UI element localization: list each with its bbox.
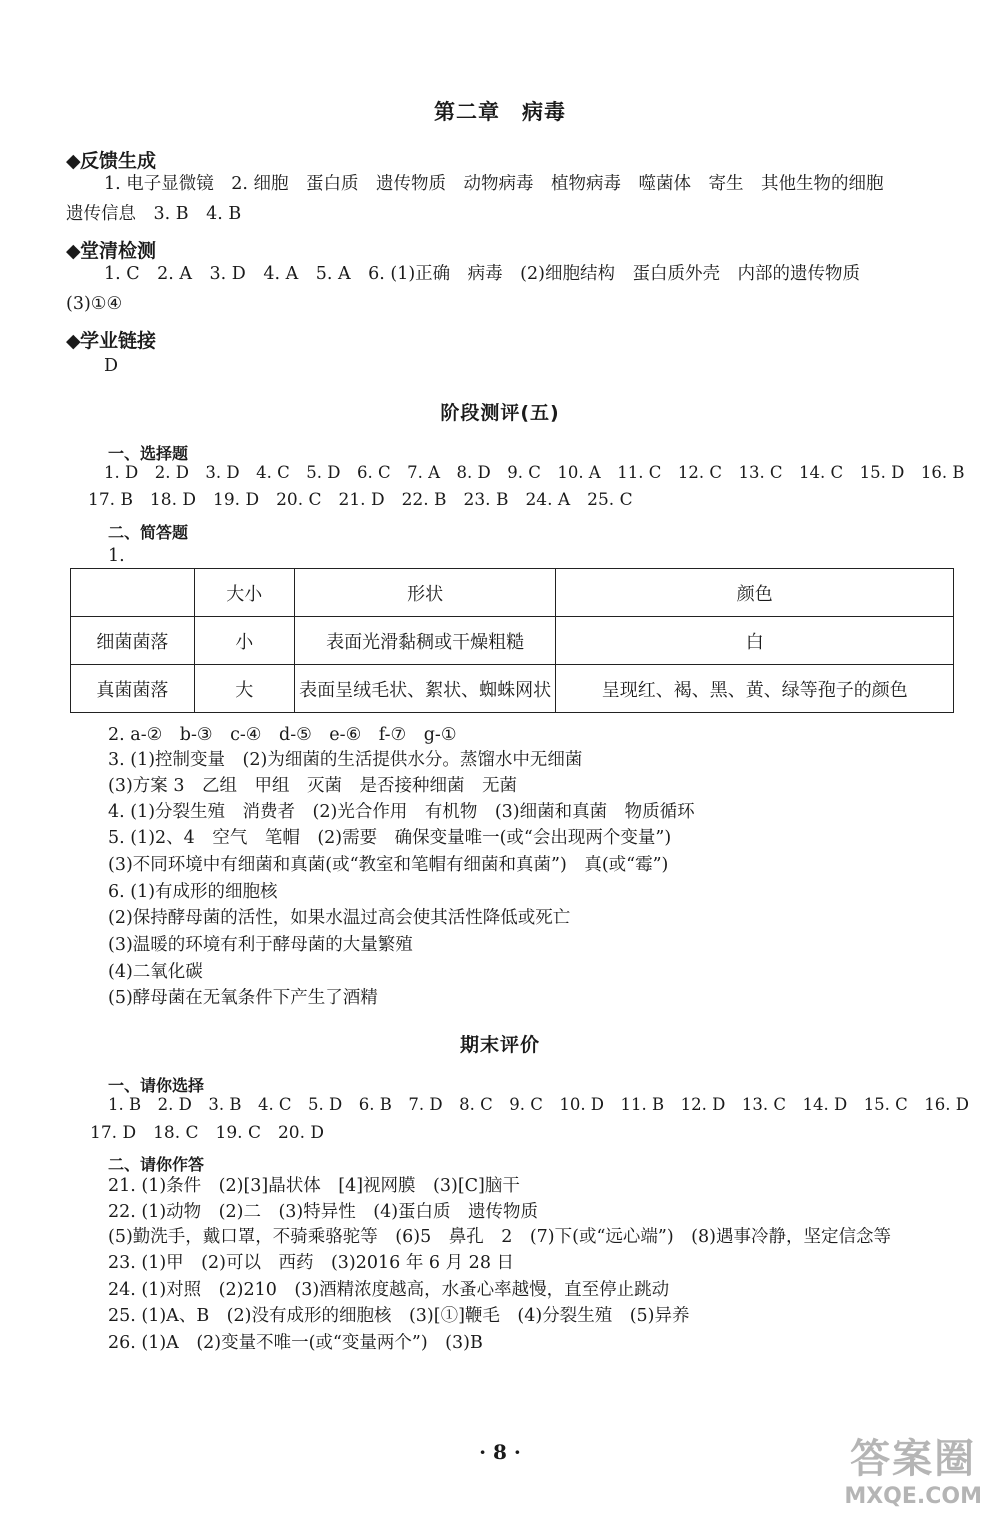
answer-line: 25. (1)A、B (2)没有成形的细胞核 (3)[①]鞭毛 (4)分裂生殖 (5)异养 [108, 1306, 690, 1326]
section-heading-text: 反馈生成 [80, 150, 157, 172]
answer-line: D [104, 356, 119, 376]
chapter-title: 第二章 病毒 [434, 100, 566, 124]
answer-line: (3)方案 3 乙组 甲组 灭菌 是否接种细菌 无菌 [108, 776, 517, 796]
answer-line: 4. (1)分裂生殖 消费者 (2)光合作用 有机物 (3)细菌和真菌 物质循环 [108, 802, 695, 822]
answer-line: 17. D 18. C 19. C 20. D [90, 1123, 325, 1143]
section-heading-tangqing [66, 236, 156, 263]
table-row [71, 665, 954, 713]
answer-line: 1. C 2. A 3. D 4. A 5. A 6. (1)正确 病毒 (2)细胞结构 蛋白质外壳 内部的遗传物质 [104, 264, 860, 284]
table-cell: 呈现红、褐、黑、黄、绿等孢子的颜色 [556, 665, 954, 713]
answer-line: 遗传信息 3. B 4. B [66, 204, 242, 224]
table-cell: 真菌菌落 [71, 665, 195, 713]
answer-line: 1. 电子显微镜 2. 细胞 蛋白质 遗传物质 动物病毒 植物病毒 噬菌体 寄生 其他生物的细胞 [104, 174, 884, 194]
table-header-cell [71, 569, 195, 617]
answer-line: 24. (1)对照 (2)210 (3)酒精浓度越高，水蚤心率越慢，直至停止跳动 [108, 1280, 670, 1300]
answer-line: (2)保持酵母菌的活性，如果水温过高会使其活性降低或死亡 [108, 908, 571, 928]
section-heading-text: 学业链接 [80, 330, 157, 352]
subsection-heading: 二、请你作答 [108, 1155, 205, 1174]
answer-line: (5)勤洗手，戴口罩，不骑乘骆驼等 (6)5 鼻孔 2 (7)下(或“远心端”) (8)遇事冷静，坚定信念等 [108, 1227, 891, 1247]
table-header-cell: 大小 [194, 569, 294, 617]
table-header-cell: 形状 [294, 569, 556, 617]
table-cell: 小 [194, 617, 294, 665]
subsection-heading: 一、选择题 [108, 444, 189, 463]
section-heading-xueye [66, 326, 156, 353]
table-cell: 表面光滑黏稠或干燥粗糙 [294, 617, 556, 665]
final-title: 期末评价 [459, 1034, 540, 1056]
answer-line: 3. (1)控制变量 (2)为细菌的生活提供水分。蒸馏水中无细菌 [108, 750, 583, 770]
table-cell: 大 [194, 665, 294, 713]
table-cell: 表面呈绒毛状、絮状、蜘蛛网状 [294, 665, 556, 713]
answer-line: 21. (1)条件 (2)[3]晶状体 [4]视网膜 (3)[C]脑干 [108, 1176, 520, 1196]
answer-line: 17. B 18. D 19. D 20. C 21. D 22. B 23. B 24. A 25. C [88, 490, 633, 510]
table-header-row [71, 569, 954, 617]
colony-comparison-table [70, 568, 954, 713]
stage-title: 阶段测评(五) [440, 402, 560, 424]
watermark-text: 答案圈 [850, 1436, 977, 1482]
answer-line: 2. a-② b-③ c-④ d-⑤ e-⑥ f-⑦ g-① [108, 725, 457, 745]
answer-line: 22. (1)动物 (2)二 (3)特异性 (4)蛋白质 遗传物质 [108, 1202, 539, 1222]
answer-line: 1. B 2. D 3. B 4. C 5. D 6. B 7. D 8. C 9. C 10. D 11. B 12. D 13. C 14. D 15. C 16. D [108, 1095, 970, 1114]
answer-line: (3)温暖的环境有利于酵母菌的大量繁殖 [108, 935, 413, 955]
answer-line: (3)①④ [66, 294, 123, 314]
answer-line: 6. (1)有成形的细胞核 [108, 882, 278, 902]
answer-line: (5)酵母菌在无氧条件下产生了酒精 [108, 988, 378, 1008]
table-header-cell: 颜色 [556, 569, 954, 617]
answer-line: 1. D 2. D 3. D 4. C 5. D 6. C 7. A 8. D 9. C 10. A 11. C 12. C 13. C 14. C 15. D 16. B [104, 463, 965, 482]
table-cell: 细菌菌落 [71, 617, 195, 665]
answer-line: (3)不同环境中有细菌和真菌(或“教室和笔帽有细菌和真菌”) 真(或“霉”) [108, 855, 669, 875]
table-cell: 白 [556, 617, 954, 665]
diamond-bullet-icon: ◆ [66, 330, 81, 352]
answer-line: 23. (1)甲 (2)可以 西药 (3)2016 年 6 月 28 日 [108, 1253, 515, 1273]
section-heading-text: 堂清检测 [80, 240, 157, 262]
diamond-bullet-icon: ◆ [66, 150, 81, 172]
watermark-logo [844, 1427, 982, 1509]
subsection-heading: 一、请你选择 [108, 1076, 205, 1095]
diamond-bullet-icon: ◆ [66, 240, 81, 262]
table-row [71, 617, 954, 665]
answer-line: 26. (1)A (2)变量不唯一(或“变量两个”) (3)B [108, 1333, 483, 1353]
subsection-heading: 二、简答题 [108, 523, 189, 542]
question-label: 1. [108, 546, 125, 566]
watermark-url: MXQE.COM [844, 1484, 982, 1509]
section-heading-fankui [66, 146, 156, 173]
page-number: · 8 · [479, 1440, 521, 1464]
answer-line: (4)二氧化碳 [108, 962, 203, 982]
answer-line: 5. (1)2、4 空气 笔帽 (2)需要 确保变量唯一(或“会出现两个变量”) [108, 828, 672, 848]
